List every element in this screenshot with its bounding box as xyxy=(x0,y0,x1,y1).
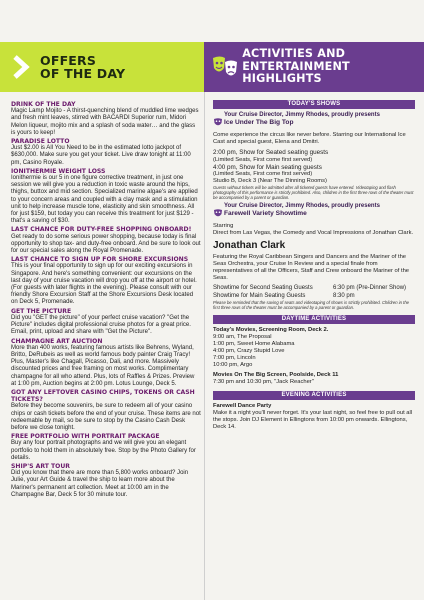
offer-paradise-lotto xyxy=(11,138,201,167)
big-screen-title: Movies On The Big Screen, Poolside, Deck 11 xyxy=(213,372,339,379)
showtime-label: Showtime for Second Seating Guests xyxy=(213,285,313,292)
movie-listing: 7:00 pm, Lincoln xyxy=(213,355,256,362)
offer-body: Magic Lamp Mojito - A thirst-quenching blend of muddled lime wedges and fresh mint leaves, stirred with BACARDI Superior rum, Midori Melon liqueur, mojito mix and a splash of soda water… and the glass is yours to keep! xyxy=(11,108,199,136)
offer-heading: IONITHERMIE WEIGHT LOSS xyxy=(11,167,106,175)
show-farewell-variety xyxy=(213,203,415,221)
show-seating-note: (Limited Seats, First come first served) xyxy=(213,171,313,178)
show-fine-print: Please be reminded that the saving of seats and videotaping of shows is strictly prohibited. Children in the first three rows of the theater must be accompanied by a parent or guardian. xyxy=(213,300,409,311)
offer-heading: LAST CHANCE FOR DUTY-FREE SHOPPING ONBOARD! xyxy=(11,226,192,234)
offer-heading: PARADISE LOTTO xyxy=(11,138,70,146)
presents-line: Your Cruise Director, Jimmy Rhodes, proudly presents xyxy=(224,203,380,210)
show-time: 4:00 pm, Show for Main seating guests xyxy=(213,163,322,171)
offer-body: Did you "GET the picture" of your perfect cruise vacation? "Get the Picture" includes digital professional cruise photos for a great price. Email, print, upload and share with "Get the Picture". xyxy=(11,314,191,336)
show-description: Come experience the circus like never before. Starring our International Ice Cast and special guest, Elena and Dmitri. xyxy=(213,132,406,145)
showtime-label: Showtime for Main Seating Guests xyxy=(213,292,306,299)
offer-ionithermie xyxy=(11,168,201,226)
show-ice-under-big-top xyxy=(213,112,415,130)
show-time: 2:00 pm, Show for Seated seating guests xyxy=(213,149,329,156)
offer-heading: FREE PORTFOLIO WITH PORTRAIT PACKAGE xyxy=(11,433,160,441)
mask-icon xyxy=(213,209,224,221)
offer-body: Just $2.00 is All You Need to be in the estimated lotto jackpot of $630,000. Make sure you get your ticket. Live draw tonight at 11:00 pm, Casino Royale. xyxy=(11,145,191,166)
offer-duty-free xyxy=(11,226,201,255)
showtime-row xyxy=(213,293,415,301)
movie-listing: 4:00 pm, Crazy Stupid Love xyxy=(213,348,285,355)
mask-icon xyxy=(213,118,224,130)
presents-line: Your Cruise Director, Jimmy Rhodes, proudly presents xyxy=(224,112,380,118)
show-venue: Studio B, Deck 3 (Near The Dinning Rooms) xyxy=(213,178,327,185)
movies-section xyxy=(213,327,415,386)
big-screen-listing: 7:30 pm and 10:30 pm, "Jack Reacher" xyxy=(213,379,314,386)
movie-listing: 10:00 pm, Argo xyxy=(213,362,253,369)
offer-heading: LAST CHANCE TO SIGN UP FOR SHORE EXCURSIONS xyxy=(11,256,189,264)
activities-header xyxy=(204,42,424,92)
offer-free-portfolio xyxy=(11,433,201,462)
offers-header xyxy=(0,42,204,92)
offer-body: Ionithermie is our 5 in one figure corrective treatment, in just one session we will give you a reduction in toxic waste around the hips, thighs, buttox and mid section. Specialized marine algae's are applied to your concern areas and coupled with a clay mask and a stimulation unit to help increase muscle tone, elasticity and skin smoothness. All for just $159, but today you can receive this treatment for just $129 - that's a saving of $30. xyxy=(11,175,198,225)
todays-shows-bar: TODAY'S SHOWS xyxy=(213,100,415,109)
activities-column xyxy=(213,100,415,431)
offer-heading: CHAMPAGNE ART AUCTION xyxy=(11,337,103,345)
offers-title: OFFERS OF THE DAY xyxy=(40,53,126,81)
evening-body: Make it a night you'll never forget. It's your last night, so feel free to pull out all the stops. Join DJ Element in Ellingtons from 10:00 pm onwards. Ellingtons, Deck 14. xyxy=(213,410,413,431)
offer-heading: DRINK OF THE DAY xyxy=(11,101,76,108)
offers-list xyxy=(11,100,201,499)
chevron-right-icon xyxy=(4,49,40,85)
offer-drink-of-the-day xyxy=(11,101,201,137)
offer-heading: GOT ANY LEFTOVER CASINO CHIPS, TOKENS OR CASH TICKETS? xyxy=(11,388,195,404)
offer-body: Buy any four portrait photographs and we will give you an elegant portfolio to hold them in absolutely free. Stop by the Photo Gallery for details. xyxy=(11,440,196,461)
evening-title: Farewell Dance Party xyxy=(213,403,272,410)
daytime-activities-bar: DAYTIME ACTIVITIES xyxy=(213,315,415,324)
offer-body: Did you know that there are more than 5,800 works onboard? Join Julie, your Art Guide & travel the ship to learn more about the Mariner's permanent art collection. Meet at 10:00 am in the Champagne Bar, Deck 5 for 30 minute tour. xyxy=(11,470,189,498)
performer-description: Direct from Las Vegas, the Comedy and Vocal Impressions of Jonathan Clark. xyxy=(213,230,414,237)
offer-body: More than 400 works, featuring famous artists like Behrens, Wyland, Britto, DeRubeis as well as world famous body painter Craig Tracy! Plus, Master's like Chagall, Picasso, Dali, and more. Massively discounted prices and free framing on most works. Complimentary champagne for all who attend. Plus, lots of Raffles & Prizes. Preview at 1:00 pm, Auction begins at 2:00 pm. Lotus Lounge, Deck 5. xyxy=(11,344,195,387)
offer-art-tour xyxy=(11,463,201,499)
movies-title: Today's Movies, Screening Room, Deck 2. xyxy=(213,327,329,334)
evening-section xyxy=(213,403,415,431)
offer-body: This is your final opportunity to sign up for our exciting excursions in Singapore. And here's something convenient: our excursions on the last day of your cruise vacation will drop you off at the airport or hotel. (For guests with later flights in the evening). Please consult with our friendly Shore Excursion Staff at the Shore Excursions Desk located on Deck 5, Promenade. xyxy=(11,263,197,306)
evening-activities-bar: EVENING ACTIVITIES xyxy=(213,391,415,400)
offer-casino-chips xyxy=(11,389,201,432)
show-featuring: Featuring the Royal Caribbean Singers and Dancers and the Mariner of the Seas Orchestra, your Cruise In Review and a special finale from representatives of all the Officers, Staff and Crew onboard the Mariner of the Seas. xyxy=(213,254,410,282)
showtime-value: 8:30 pm xyxy=(333,292,355,299)
show-title: Ice Under The Big Top xyxy=(224,119,294,126)
offer-heading: SHIP'S ART TOUR xyxy=(11,462,70,470)
column-divider xyxy=(204,92,205,600)
offer-get-the-picture xyxy=(11,308,201,337)
showtime-value: 6:30 pm (Pre-Dinner Show) xyxy=(333,285,407,292)
theater-masks-icon xyxy=(208,49,242,85)
activities-title: ACTIVITIES AND ENTERTAINMENT HIGHLIGHTS xyxy=(242,47,350,86)
performer-name: Jonathan Clark xyxy=(213,240,286,252)
movie-listing: 1:00 pm, Sweet Home Alabama xyxy=(213,341,295,348)
offer-art-auction xyxy=(11,338,201,388)
show-fine-print: Guests without tickets will be admitted after all ticketed guests have entered. Videotaping and flash photography of this performance is strictly prohibited. Also, children in the first three rows of the theater must be accompanied by a parent or guardian. xyxy=(213,185,414,201)
showtime-row xyxy=(213,285,415,293)
offer-shore-excursions xyxy=(11,256,201,306)
offer-body: Get ready to do some serious power shopping, because today is final opportunity to shop tax- and duty-free onboard. And be sure to look out for our special sales along the Royal Promenade. xyxy=(11,233,201,255)
offer-body: Before they become souvenirs, be sure to redeem all of your casino chips or cash tickets before the end of your cruise. These items are not redeemable by mail, so be sure to stop by the Casino Cash Desk before we close tonight. xyxy=(11,403,201,431)
starring-label: Starring xyxy=(213,223,234,230)
show-title: Farewell Variety Showtime xyxy=(224,210,307,218)
movie-listing: 9:00 am, The Proposal xyxy=(213,334,272,341)
offer-heading: GET THE PICTURE xyxy=(11,307,72,315)
show-seating-note: (Limited Seats, First come first served) xyxy=(213,156,313,163)
